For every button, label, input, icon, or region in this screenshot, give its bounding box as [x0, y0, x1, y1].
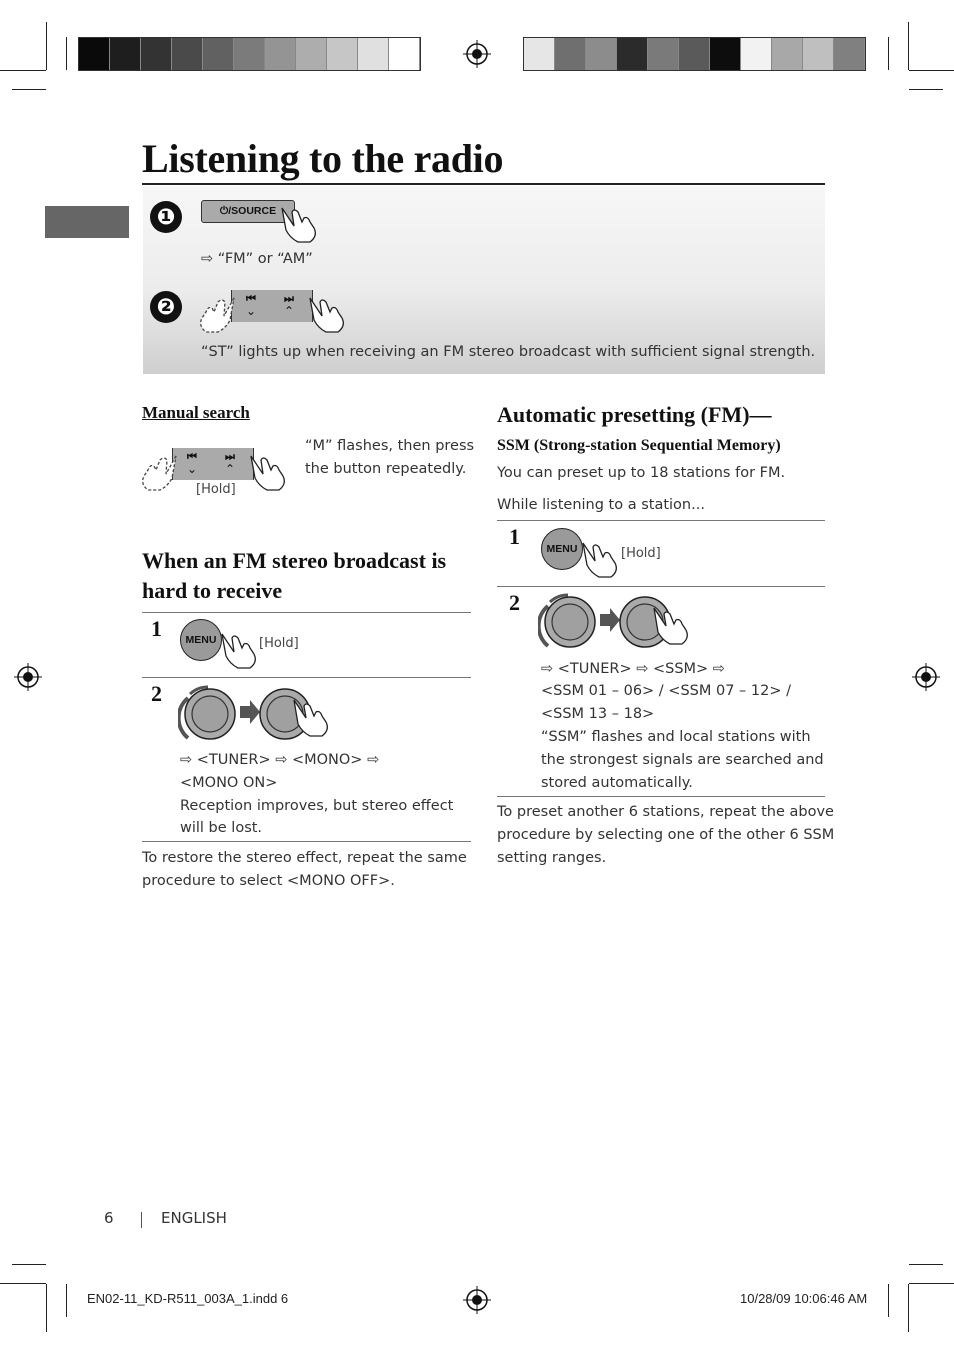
color-swatch — [648, 38, 679, 70]
crop-mark — [909, 1283, 954, 1284]
title-rule — [142, 183, 825, 185]
source-button[interactable]: ⏻/SOURCE — [201, 200, 295, 223]
crop-mark — [46, 1284, 47, 1332]
hand-press-icon — [216, 630, 260, 670]
color-swatch — [389, 38, 420, 70]
page-title: Listening to the radio — [142, 136, 504, 181]
step-number: 2 — [509, 590, 520, 615]
hand-press-icon — [304, 294, 348, 334]
color-swatch — [710, 38, 741, 70]
fm-stereo-line-4: will be lost. — [180, 820, 263, 836]
divider — [142, 841, 471, 842]
fm-stereo-heading-1: When an FM stereo broadcast is — [142, 548, 447, 573]
step-1-badge: ❶ — [150, 201, 182, 233]
ssm-subheading: SSM (Strong-station Sequential Memory) — [497, 437, 781, 454]
crop-mark — [0, 70, 46, 71]
crop-mark — [908, 1284, 909, 1332]
crop-mark — [909, 89, 943, 90]
hold-label: [Hold] — [196, 482, 236, 497]
chevron-down-icon: ⌄ — [246, 304, 257, 318]
fm-stereo-restore-1: To restore the stereo effect, repeat the same — [142, 850, 467, 866]
ssm-while: While listening to a station... — [497, 497, 705, 513]
divider — [142, 612, 471, 613]
crop-mark — [46, 22, 47, 70]
color-swatch — [803, 38, 834, 70]
manual-search-heading: Manual search — [142, 403, 250, 422]
ssm-another-3: setting ranges. — [497, 850, 607, 866]
manual-search-text-1: “M” flashes, then press — [305, 438, 475, 454]
color-swatch — [524, 38, 555, 70]
color-swatch — [555, 38, 586, 70]
color-swatch — [234, 38, 265, 70]
color-swatch — [172, 38, 203, 70]
hand-press-icon — [198, 294, 240, 334]
ssm-heading: Automatic presetting (FM)— — [497, 402, 772, 427]
crop-mark — [888, 1284, 889, 1317]
chevron-up-icon: ⌃ — [284, 304, 295, 318]
color-swatch — [327, 38, 358, 70]
manual-search-text-2: the button repeatedly. — [305, 461, 467, 477]
slug-file: EN02-11_KD-R511_003A_1.indd 6 — [87, 1291, 289, 1306]
footer-separator — [141, 1212, 142, 1228]
fm-stereo-line-2: <MONO ON> — [180, 775, 278, 791]
chevron-down-icon: ⌄ — [187, 462, 198, 476]
hand-press-icon — [245, 452, 289, 492]
crop-mark — [909, 1264, 943, 1265]
ssm-desc: You can preset up to 18 stations for FM. — [497, 465, 786, 481]
step-2-badge: ❷ — [150, 291, 182, 323]
registration-mark-icon — [463, 40, 491, 68]
page-number: 6 — [104, 1209, 114, 1227]
ssm-line-3: <SSM 13 – 18> — [541, 706, 655, 722]
color-swatch — [772, 38, 803, 70]
crop-mark — [66, 37, 67, 70]
crop-mark — [12, 89, 46, 90]
color-swatch — [265, 38, 296, 70]
hand-press-icon — [276, 204, 320, 244]
menu-button[interactable]: MENU — [180, 619, 222, 661]
language-label: ENGLISH — [161, 1209, 227, 1227]
color-swatch — [141, 38, 172, 70]
prev-icon: ⏮ — [187, 450, 197, 463]
fm-stereo-restore-2: procedure to select <MONO OFF>. — [142, 873, 395, 889]
registration-mark-icon — [463, 1286, 491, 1314]
ssm-line-5: the strongest signals are searched and — [541, 752, 824, 768]
crop-mark — [909, 70, 954, 71]
hold-label: [Hold] — [259, 636, 299, 651]
color-bar-left — [78, 37, 421, 71]
registration-mark-icon — [912, 663, 940, 691]
color-swatch — [741, 38, 772, 70]
color-swatch — [834, 38, 865, 70]
next-icon: ⏭ — [284, 292, 294, 305]
step-1-result: ⇨ “FM” or “AM” — [201, 251, 313, 267]
hand-press-icon — [140, 452, 182, 492]
registration-mark-icon — [14, 663, 42, 691]
fm-stereo-heading-2: hard to receive — [142, 578, 283, 603]
menu-button[interactable]: MENU — [541, 528, 583, 570]
fm-stereo-line-3: Reception improves, but stereo effect — [180, 798, 454, 814]
ssm-line-4: “SSM” flashes and local stations with — [541, 729, 811, 745]
step-number: 2 — [151, 681, 162, 706]
color-swatch — [79, 38, 110, 70]
next-icon: ⏭ — [225, 450, 235, 463]
step-number: 1 — [509, 524, 520, 549]
divider — [497, 520, 825, 521]
seek-buttons-icon[interactable] — [172, 448, 254, 480]
color-swatch — [617, 38, 648, 70]
slug-date: 10/28/09 10:06:46 AM — [740, 1291, 868, 1306]
crop-mark — [12, 1264, 46, 1265]
color-bar-right — [523, 37, 866, 71]
crop-mark — [888, 37, 889, 70]
step-number: 1 — [151, 616, 162, 641]
ssm-line-6: stored automatically. — [541, 775, 693, 791]
chevron-up-icon: ⌃ — [225, 462, 236, 476]
ssm-another-1: To preset another 6 stations, repeat the above — [497, 804, 834, 820]
color-swatch — [358, 38, 389, 70]
divider — [497, 796, 825, 797]
control-dial-icon[interactable] — [538, 592, 698, 654]
color-swatch — [203, 38, 234, 70]
color-swatch — [586, 38, 617, 70]
step-2-note: “ST” lights up when receiving an FM stereo broadcast with sufficient signal strength. — [201, 344, 816, 360]
hand-press-icon — [577, 539, 621, 579]
control-dial-icon[interactable] — [178, 684, 338, 746]
prev-icon: ⏮ — [246, 292, 256, 305]
hold-label: [Hold] — [621, 546, 661, 561]
ssm-line-1: ⇨ <TUNER> ⇨ <SSM> ⇨ — [541, 661, 725, 677]
ssm-another-2: procedure by selecting one of the other 6 SSM — [497, 827, 835, 843]
color-swatch — [110, 38, 141, 70]
crop-mark — [908, 22, 909, 70]
crop-mark — [66, 1284, 67, 1317]
crop-mark — [0, 1283, 46, 1284]
fm-stereo-line-1: ⇨ <TUNER> ⇨ <MONO> ⇨ — [180, 752, 380, 768]
color-swatch — [679, 38, 710, 70]
ssm-line-2: <SSM 01 – 06> / <SSM 07 – 12> / — [541, 683, 791, 699]
divider — [142, 677, 471, 678]
divider — [497, 586, 825, 587]
seek-buttons-icon[interactable] — [231, 290, 313, 322]
section-tab — [45, 206, 129, 238]
color-swatch — [296, 38, 327, 70]
